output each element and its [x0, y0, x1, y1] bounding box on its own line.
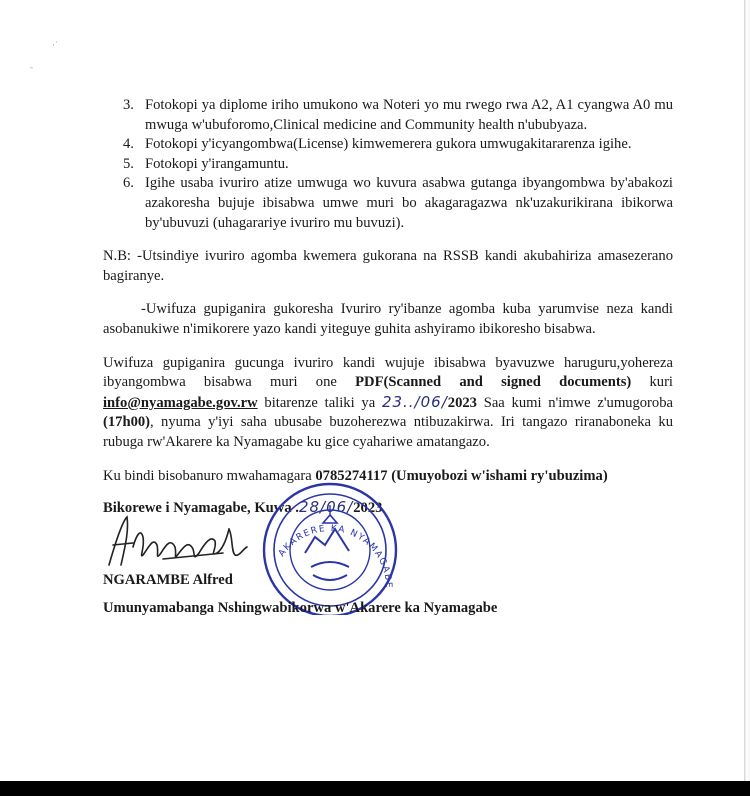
signature-block [103, 475, 703, 625]
signatory-title: Umunyamabanga Nshingwabikorwa w'Akarere ka Nyamagabe [103, 600, 498, 616]
submission-paragraph: Uwifuza gupiganira gucunga ivuriro kandi wujuje ibisabwa byavuzwe haruguru,yohereza ibyangombwa bisabwa muri one PDF(Scanned and signed documents) kuri info@nyamagabe.gov.rw bitarenze taliki ya 23../06/2023 Saa kumi n'imwe z'umugoroba (17h00), nyuma y'iyi saha ubusabe buzoherezwa ntibuzakirwa. Iri tangazo riranaboneka ku rubuga rw'Akarere ka Nyamagabe ku gice cyahariwe amatangazo. [103, 354, 673, 450]
contact-line: Ku bindi bisobanuro mwahamagara 0785274117 (Umuyobozi w'ishami ry'ubuzima) [103, 467, 608, 484]
scan-edge [744, 0, 750, 796]
place-date-line: Bikorewe i Nyamagabe, Kuwa .28/06/2023 [103, 498, 383, 517]
list-item: 4. Fotokopi y'icyangombwa(License) kimwemerera gukora umwugakitararenza igihe. [123, 136, 632, 153]
signatory-name: NGARAMBE Alfred [103, 572, 233, 588]
phone-number: 0785274117 [315, 467, 388, 484]
handwritten-signature-icon [103, 507, 253, 577]
scan-speck: - [30, 62, 33, 72]
list-item: 5. Fotokopi y'irangamuntu. [123, 155, 289, 172]
district-stamp-icon [253, 475, 408, 615]
nb-note: N.B: -Utsindiye ivuriro agomba kwemera gukorana na RSSB kandi akubahiriza amasezerano bagiranye. [103, 248, 673, 284]
scan-speck: ·ʾ [52, 40, 58, 50]
list-item: 6. Igihe usaba ivuriro atize umwuga wo kuvura asabwa gutanga ibyangombwa by'abakozi azakoresha bujuje ibisabwa umwe muri bo akagaragazwa nk'uzakurikirana ibikorwa by'ubuvuzi (uhagarariye ivuriro mu buvuzi). [123, 175, 673, 231]
requirements-list [103, 96, 673, 233]
handwritten-deadline: 23../06/ [381, 392, 448, 411]
handwritten-date: 28/06/ [298, 498, 354, 517]
document-body [103, 96, 673, 519]
scan-bottom-edge [0, 781, 750, 796]
second-note: -Uwifuza gupiganira gukoresha Ivuriro ry'ibanze agomba kuba yarumvise neza kandi asobanukiwe n'imikorere yazo kandi yiteguye guhita ashyiramo ibikoresho bisabwa. [103, 301, 673, 337]
svg-text:AKARERE KA NYAMAGABE: AKARERE KA NYAMAGABE [276, 523, 394, 590]
list-item: 3. Fotokopi ya diplome iriho umukono wa Noteri yo mu rwego rwa A2, A1 cyangwa A0 mu mwuga w'ubuforomo,Clinical medicine and Community health n'ububyaza. [123, 97, 673, 133]
email-link[interactable]: info@nyamagabe.gov.rw [103, 394, 258, 411]
